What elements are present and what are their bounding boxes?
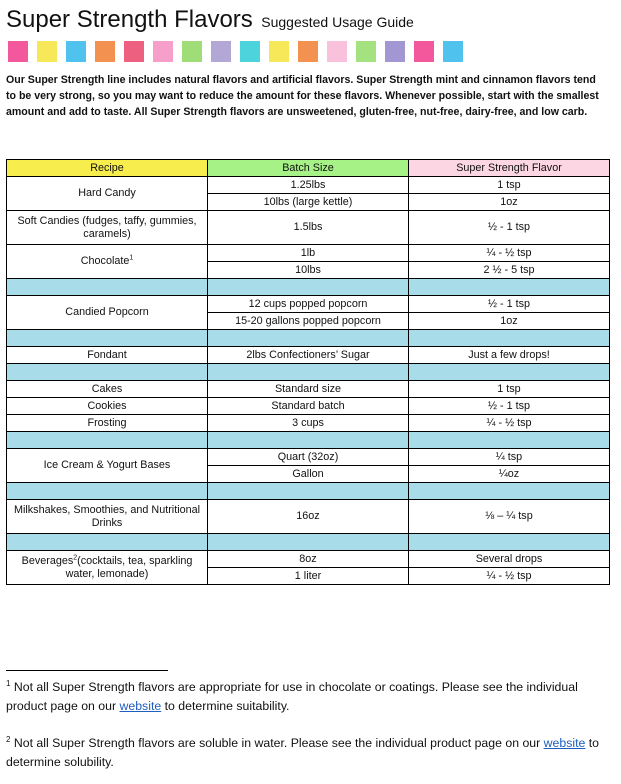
recipe-cell: Milkshakes, Smoothies, and Nutritional Drinks bbox=[7, 500, 208, 534]
flavor-cell: ½ - 1 tsp bbox=[409, 296, 610, 313]
color-swatch bbox=[269, 41, 289, 62]
flavor-cell: 2 ½ - 5 tsp bbox=[409, 262, 610, 279]
batch-cell: 15-20 gallons popped popcorn bbox=[208, 313, 409, 330]
color-swatch bbox=[37, 41, 57, 62]
color-swatch bbox=[443, 41, 463, 62]
table-row bbox=[7, 177, 610, 194]
recipe-cell bbox=[7, 245, 208, 279]
batch-cell: Quart (32oz) bbox=[208, 449, 409, 466]
footnote-text-end: to determine solubility. bbox=[6, 736, 600, 769]
recipe-label: Beverages bbox=[21, 554, 74, 567]
footnote-1 bbox=[6, 678, 606, 716]
table-row bbox=[7, 211, 610, 245]
color-swatch bbox=[66, 41, 86, 62]
color-swatch bbox=[298, 41, 318, 62]
batch-cell: 10lbs bbox=[208, 262, 409, 279]
footnote-text-end: to determine suitability. bbox=[161, 699, 290, 713]
flavor-cell: ¼ - ½ tsp bbox=[409, 245, 610, 262]
color-swatch bbox=[356, 41, 376, 62]
title-subtitle: Suggested Usage Guide bbox=[261, 14, 414, 30]
flavor-cell: ⅛ – ¼ tsp bbox=[409, 500, 610, 534]
color-swatch bbox=[8, 41, 28, 62]
footnote-divider bbox=[6, 670, 168, 671]
separator-row bbox=[7, 279, 610, 296]
batch-cell: 1 liter bbox=[208, 568, 409, 585]
color-swatch bbox=[211, 41, 231, 62]
website-link[interactable]: website bbox=[543, 736, 586, 750]
footnote-number: 1 bbox=[6, 678, 11, 688]
color-swatch bbox=[240, 41, 260, 62]
separator-row bbox=[7, 330, 610, 347]
batch-cell: 8oz bbox=[208, 551, 409, 568]
header-recipe: Recipe bbox=[7, 160, 208, 177]
batch-cell: Standard batch bbox=[208, 398, 409, 415]
flavor-cell: Just a few drops! bbox=[409, 347, 610, 364]
color-swatch bbox=[95, 41, 115, 62]
flavor-cell: 1 tsp bbox=[409, 381, 610, 398]
title-main: Super Strength Flavors bbox=[6, 6, 253, 33]
recipe-cell: Soft Candies (fudges, taffy, gummies, caramels) bbox=[7, 211, 208, 245]
color-swatch bbox=[385, 41, 405, 62]
footnote-2 bbox=[6, 734, 606, 772]
table-row bbox=[7, 449, 610, 466]
separator-row bbox=[7, 534, 610, 551]
table-row bbox=[7, 415, 610, 432]
recipe-cell: Fondant bbox=[7, 347, 208, 364]
color-swatch bbox=[327, 41, 347, 62]
flavor-cell: 1 tsp bbox=[409, 177, 610, 194]
recipe-cell: Frosting bbox=[7, 415, 208, 432]
header-row bbox=[7, 160, 610, 177]
flavor-cell: ¼ tsp bbox=[409, 449, 610, 466]
color-swatch bbox=[153, 41, 173, 62]
footnote-marker: 1 bbox=[129, 254, 134, 262]
document-title bbox=[6, 6, 414, 34]
color-swatch-strip bbox=[8, 41, 463, 62]
separator-row bbox=[7, 483, 610, 500]
separator-row bbox=[7, 364, 610, 381]
recipe-cell: Cookies bbox=[7, 398, 208, 415]
table-row bbox=[7, 347, 610, 364]
batch-cell: 16oz bbox=[208, 500, 409, 534]
header-flavor-amount: Super Strength Flavor bbox=[409, 160, 610, 177]
batch-cell: Standard size bbox=[208, 381, 409, 398]
table-row bbox=[7, 245, 610, 262]
footnote-marker: 2 bbox=[73, 553, 78, 561]
color-swatch bbox=[124, 41, 144, 62]
color-swatch bbox=[414, 41, 434, 62]
recipe-cell: Ice Cream & Yogurt Bases bbox=[7, 449, 208, 483]
footnote-text: Not all Super Strength flavors are appropriate for use in chocolate or coatings. Please see the individual product page on our bbox=[6, 680, 578, 713]
flavor-cell: ¼ - ½ tsp bbox=[409, 568, 610, 585]
flavor-cell: 1oz bbox=[409, 313, 610, 330]
footnote-text: Not all Super Strength flavors are soluble in water. Please see the individual product page on our bbox=[10, 736, 544, 750]
recipe-cell: Candied Popcorn bbox=[7, 296, 208, 330]
recipe-cell bbox=[7, 551, 208, 585]
separator-row bbox=[7, 432, 610, 449]
flavor-cell: ½ - 1 tsp bbox=[409, 398, 610, 415]
recipe-label-detail: (cocktails, tea, sparkling water, lemonade) bbox=[65, 554, 193, 580]
batch-cell: 2lbs Confectioners’ Sugar bbox=[208, 347, 409, 364]
recipe-cell: Cakes bbox=[7, 381, 208, 398]
color-swatch bbox=[182, 41, 202, 62]
usage-table bbox=[6, 159, 610, 585]
intro-paragraph: Our Super Strength line includes natural flavors and artificial flavors. Super Strength mint and cinnamon flavors tend to be very strong, so you may want to reduce the amount for these flavors. Whenever possible, start with the smallest amount and add to taste. All Super Strength flavors are unsweetened, gluten-free, nut-free, dairy-free, and low carb. bbox=[6, 74, 599, 119]
recipe-label: Chocolate bbox=[80, 255, 130, 267]
footnote-number: 2 bbox=[6, 734, 11, 744]
batch-cell: Gallon bbox=[208, 466, 409, 483]
table-row bbox=[7, 398, 610, 415]
flavor-cell: Several drops bbox=[409, 551, 610, 568]
table-row bbox=[7, 381, 610, 398]
header-batch-size: Batch Size bbox=[208, 160, 409, 177]
flavor-cell: ¼ - ½ tsp bbox=[409, 415, 610, 432]
batch-cell: 1lb bbox=[208, 245, 409, 262]
website-link[interactable]: website bbox=[119, 699, 162, 713]
batch-cell: 3 cups bbox=[208, 415, 409, 432]
batch-cell: 1.5lbs bbox=[208, 211, 409, 245]
table-row bbox=[7, 500, 610, 534]
batch-cell: 12 cups popped popcorn bbox=[208, 296, 409, 313]
flavor-cell: ½ - 1 tsp bbox=[409, 211, 610, 245]
table-row bbox=[7, 551, 610, 568]
batch-cell: 10lbs (large kettle) bbox=[208, 194, 409, 211]
flavor-cell: ¼oz bbox=[409, 466, 610, 483]
recipe-cell: Hard Candy bbox=[7, 177, 208, 211]
table-row bbox=[7, 296, 610, 313]
batch-cell: 1.25lbs bbox=[208, 177, 409, 194]
flavor-cell: 1oz bbox=[409, 194, 610, 211]
